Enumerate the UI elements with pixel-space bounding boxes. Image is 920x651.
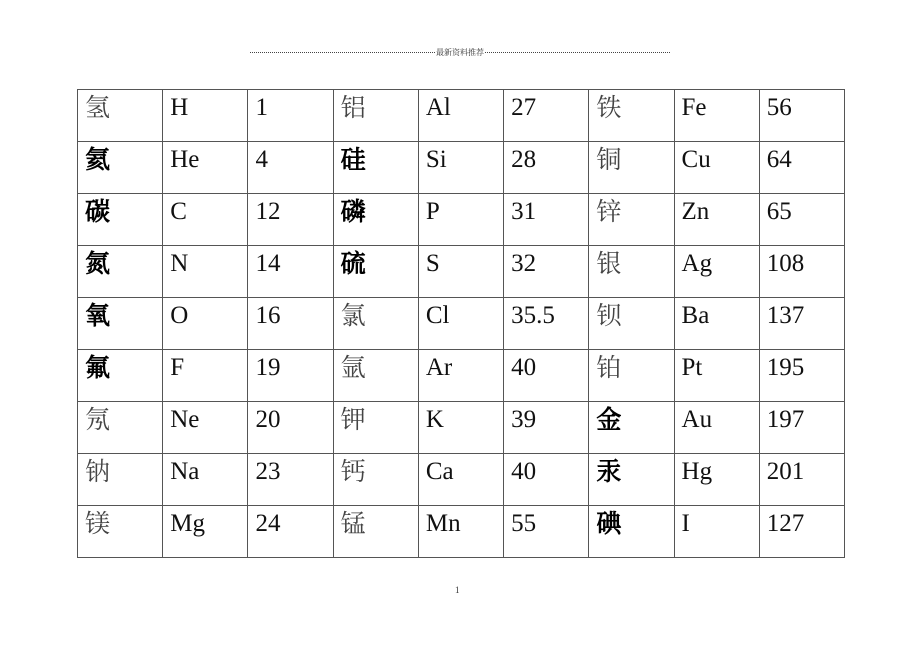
element-symbol-cell: Al bbox=[418, 90, 503, 142]
element-name-cell: 硫 bbox=[333, 246, 418, 298]
element-name-cell: 氟 bbox=[78, 350, 163, 402]
element-name-cell: 银 bbox=[589, 246, 674, 298]
element-symbol-cell: Cu bbox=[674, 142, 759, 194]
atomic-mass-cell: 28 bbox=[504, 142, 589, 194]
element-symbol-cell: H bbox=[163, 90, 248, 142]
element-symbol-cell: S bbox=[418, 246, 503, 298]
element-name-cell: 镁 bbox=[78, 506, 163, 558]
header-dotted-rule-right bbox=[485, 52, 670, 53]
element-name-cell: 铜 bbox=[589, 142, 674, 194]
header-dotted-rule-left bbox=[250, 52, 435, 53]
element-symbol-cell: I bbox=[674, 506, 759, 558]
atomic-mass-cell: 65 bbox=[759, 194, 844, 246]
element-name-cell: 氩 bbox=[333, 350, 418, 402]
table-row bbox=[78, 246, 845, 298]
atomic-mass-cell: 40 bbox=[504, 454, 589, 506]
table-row bbox=[78, 194, 845, 246]
table-body bbox=[78, 90, 845, 558]
atomic-mass-cell: 56 bbox=[759, 90, 844, 142]
atomic-mass-cell: 32 bbox=[504, 246, 589, 298]
element-symbol-cell: Pt bbox=[674, 350, 759, 402]
element-mass-table bbox=[77, 89, 845, 558]
element-name-cell: 氢 bbox=[78, 90, 163, 142]
element-symbol-cell: Au bbox=[674, 402, 759, 454]
element-name-cell: 铁 bbox=[589, 90, 674, 142]
element-name-cell: 汞 bbox=[589, 454, 674, 506]
element-symbol-cell: C bbox=[163, 194, 248, 246]
element-symbol-cell: Mn bbox=[418, 506, 503, 558]
element-symbol-cell: O bbox=[163, 298, 248, 350]
table-row bbox=[78, 142, 845, 194]
atomic-mass-cell: 12 bbox=[248, 194, 333, 246]
atomic-mass-cell: 14 bbox=[248, 246, 333, 298]
atomic-mass-cell: 39 bbox=[504, 402, 589, 454]
element-name-cell: 钙 bbox=[333, 454, 418, 506]
element-symbol-cell: K bbox=[418, 402, 503, 454]
header-text: 最新资料推荐 bbox=[436, 47, 484, 57]
atomic-mass-cell: 16 bbox=[248, 298, 333, 350]
table-row bbox=[78, 350, 845, 402]
element-name-cell: 锰 bbox=[333, 506, 418, 558]
element-name-cell: 钾 bbox=[333, 402, 418, 454]
element-symbol-cell: Ar bbox=[418, 350, 503, 402]
element-name-cell: 钠 bbox=[78, 454, 163, 506]
element-name-cell: 氯 bbox=[333, 298, 418, 350]
table-row bbox=[78, 454, 845, 506]
atomic-mass-cell: 27 bbox=[504, 90, 589, 142]
table-row bbox=[78, 298, 845, 350]
element-name-cell: 铂 bbox=[589, 350, 674, 402]
atomic-mass-cell: 24 bbox=[248, 506, 333, 558]
atomic-mass-cell: 195 bbox=[759, 350, 844, 402]
element-symbol-cell: Ba bbox=[674, 298, 759, 350]
element-symbol-cell: Ag bbox=[674, 246, 759, 298]
element-name-cell: 锌 bbox=[589, 194, 674, 246]
element-name-cell: 氧 bbox=[78, 298, 163, 350]
element-symbol-cell: N bbox=[163, 246, 248, 298]
element-symbol-cell: Na bbox=[163, 454, 248, 506]
page-number: 1 bbox=[455, 585, 460, 595]
element-name-cell: 金 bbox=[589, 402, 674, 454]
table-row bbox=[78, 402, 845, 454]
table-row bbox=[78, 90, 845, 142]
atomic-mass-cell: 108 bbox=[759, 246, 844, 298]
element-name-cell: 磷 bbox=[333, 194, 418, 246]
atomic-mass-cell: 64 bbox=[759, 142, 844, 194]
element-name-cell: 铝 bbox=[333, 90, 418, 142]
element-symbol-cell: P bbox=[418, 194, 503, 246]
element-symbol-cell: He bbox=[163, 142, 248, 194]
element-symbol-cell: Ca bbox=[418, 454, 503, 506]
page-header bbox=[250, 46, 670, 58]
atomic-mass-cell: 20 bbox=[248, 402, 333, 454]
table-row bbox=[78, 506, 845, 558]
element-name-cell: 氦 bbox=[78, 142, 163, 194]
element-symbol-cell: Fe bbox=[674, 90, 759, 142]
element-symbol-cell: Mg bbox=[163, 506, 248, 558]
element-name-cell: 硅 bbox=[333, 142, 418, 194]
element-name-cell: 碳 bbox=[78, 194, 163, 246]
atomic-mass-cell: 4 bbox=[248, 142, 333, 194]
element-symbol-cell: Zn bbox=[674, 194, 759, 246]
atomic-mass-cell: 127 bbox=[759, 506, 844, 558]
atomic-mass-cell: 197 bbox=[759, 402, 844, 454]
element-symbol-cell: Hg bbox=[674, 454, 759, 506]
element-symbol-cell: Cl bbox=[418, 298, 503, 350]
atomic-mass-cell: 1 bbox=[248, 90, 333, 142]
element-symbol-cell: Ne bbox=[163, 402, 248, 454]
element-name-cell: 碘 bbox=[589, 506, 674, 558]
atomic-mass-cell: 137 bbox=[759, 298, 844, 350]
atomic-mass-cell: 19 bbox=[248, 350, 333, 402]
atomic-mass-cell: 23 bbox=[248, 454, 333, 506]
atomic-mass-cell: 201 bbox=[759, 454, 844, 506]
atomic-mass-cell: 55 bbox=[504, 506, 589, 558]
element-name-cell: 钡 bbox=[589, 298, 674, 350]
element-symbol-cell: F bbox=[163, 350, 248, 402]
atomic-mass-cell: 31 bbox=[504, 194, 589, 246]
element-name-cell: 氖 bbox=[78, 402, 163, 454]
atomic-mass-cell: 40 bbox=[504, 350, 589, 402]
element-symbol-cell: Si bbox=[418, 142, 503, 194]
atomic-mass-cell: 35.5 bbox=[504, 298, 589, 350]
element-name-cell: 氮 bbox=[78, 246, 163, 298]
